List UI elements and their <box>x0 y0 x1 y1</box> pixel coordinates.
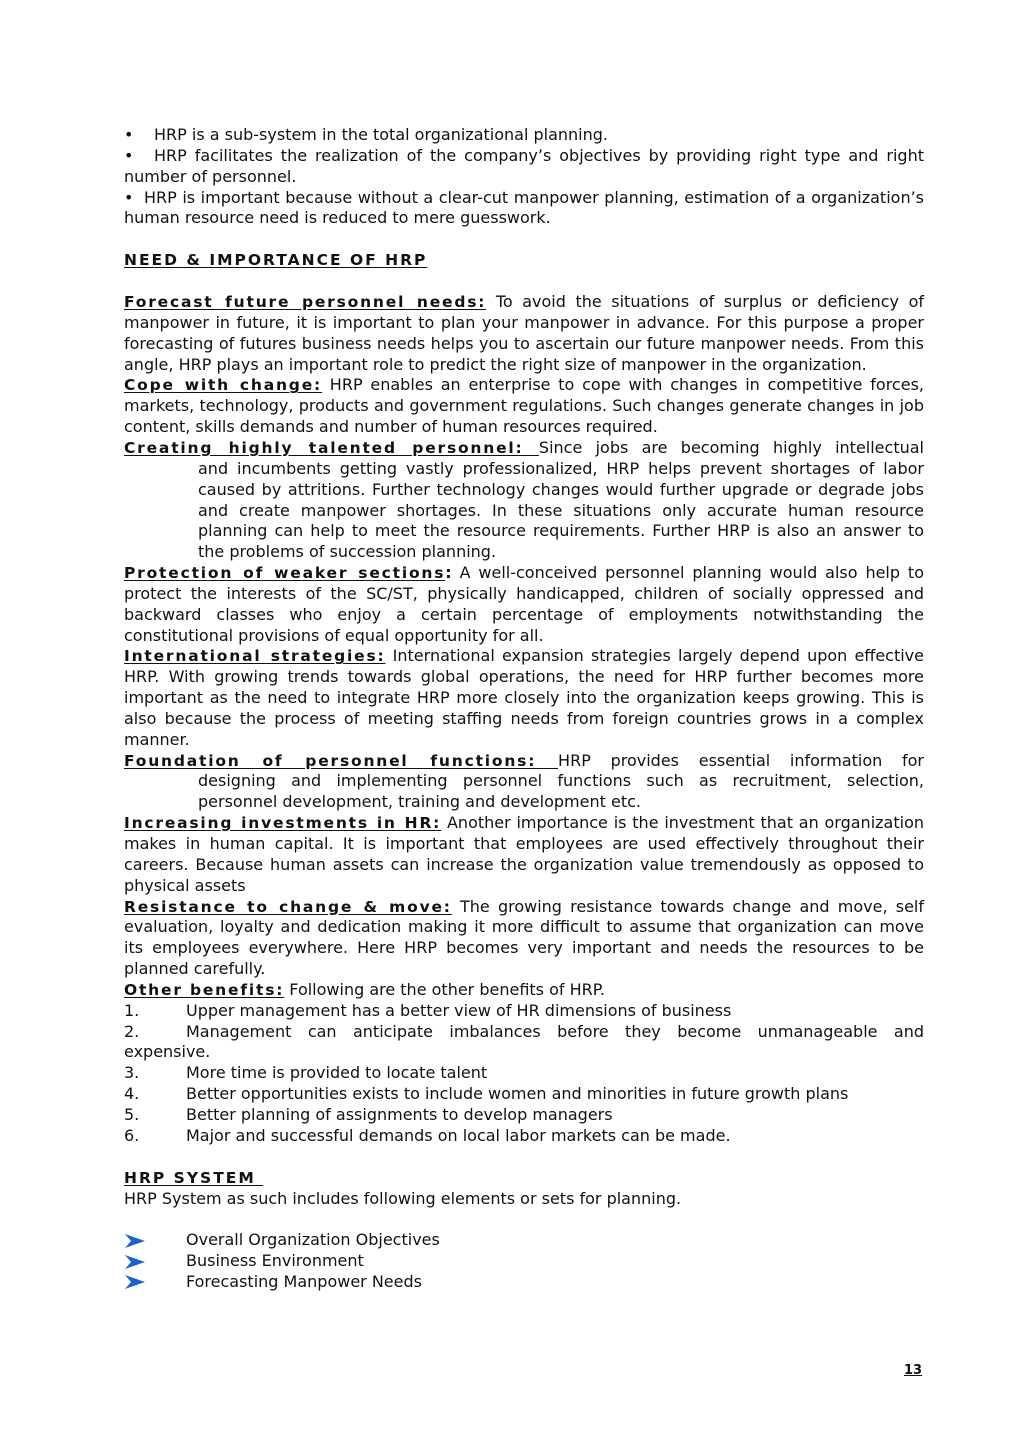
page-number: 13 <box>904 1363 923 1378</box>
system-intro: HRP System as such includes following elements or sets for planning. <box>124 1188 682 1208</box>
term-forecast: Forecast future personnel needs: <box>124 293 487 312</box>
para-investments: Increasing investments in HR: Another importance is the investment that an organization makes in human capital. It is important that employees are used effectively throughout their careers. Because human assets can increase the organization value tremendously as opposed to physical assets <box>124 813 924 895</box>
bullet-icon: • <box>124 145 134 165</box>
para-forecast: Forecast future personnel needs: To avoid the situations of surplus or deficiency of manpower in future, it is important to plan your manpower in advance. For this purpose a proper forecasting of futures business needs helps you to ascertain our future manpower needs. From this angle, HRP plays an important role to predict the right size of manpower in the organization. <box>124 292 924 374</box>
para-other: Other benefits: Following are the other benefits of HRP. <box>124 979 605 999</box>
para-foundation-rest: designing and implementing personnel functions such as recruitment, selection, personnel development, training and development etc. <box>198 771 924 812</box>
term-resistance: Resistance to change & move: <box>124 897 452 916</box>
system-item: Business Environment <box>124 1251 924 1272</box>
bullet-icon: • <box>124 125 134 144</box>
benefit-item: 5. Better planning of assignments to develop managers <box>124 1104 613 1124</box>
arrow-bullet-icon <box>124 1233 186 1249</box>
intro-bullet-3: • HRP is important because without a clear-cut manpower planning, estimation of a organization’s human resource need is reduced to mere guesswork. <box>124 187 924 228</box>
document-page <box>124 125 924 1293</box>
benefit-item: 1. Upper management has a better view of HR dimensions of business <box>124 1000 732 1020</box>
section-heading-need: NEED & IMPORTANCE OF HRP <box>124 251 428 270</box>
term-international: International strategies: <box>124 647 386 666</box>
section-heading-system: HRP SYSTEM <box>124 1168 264 1187</box>
benefit-item: 4. Better opportunities exists to include women and minorities in future growth plans <box>124 1084 849 1104</box>
term-investments: Increasing investments in HR: <box>124 814 442 833</box>
para-cope: Cope with change: HRP enables an enterprise to cope with changes in competitive forces, markets, technology, products and government regulations. Such changes generate changes in job content, skills demands and number of human resources required. <box>124 375 924 437</box>
term-weaker: Protection of weaker sections <box>124 564 446 583</box>
term-other: Other benefits: <box>124 980 285 999</box>
para-talent-first: Creating highly talented personnel: Since jobs are becoming highly intellectual <box>124 437 924 457</box>
system-item: Overall Organization Objectives <box>124 1230 924 1251</box>
term-foundation: Foundation of personnel functions: <box>124 751 559 770</box>
intro-bullet-1: • HRP is a sub-system in the total organizational planning. <box>124 125 608 144</box>
bullet-icon: • <box>124 187 134 207</box>
term-cope: Cope with change: <box>124 376 323 395</box>
para-foundation-first: Foundation of personnel functions: HRP provides essential information for <box>124 750 924 770</box>
benefit-item: 3. More time is provided to locate talent <box>124 1063 488 1083</box>
benefit-item: 6. Major and successful demands on local labor markets can be made. <box>124 1125 731 1145</box>
benefit-item: 2. Management can anticipate imbalances before they become unmanageable and expensive. <box>124 1021 924 1062</box>
term-talent: Creating highly talented personnel: <box>124 438 539 457</box>
arrow-bullet-icon <box>124 1274 186 1290</box>
intro-bullet-2: • HRP facilitates the realization of the company’s objectives by providing right type and right number of personnel. <box>124 145 924 186</box>
system-item: Forecasting Manpower Needs <box>124 1272 924 1293</box>
para-international: International strategies: International expansion strategies largely depend upon effective HRP. With growing trends towards global operations, the need for HRP further becomes more important as the need to integrate HRP more closely into the organization keeps growing. This is also because the process of meeting staffing needs from foreign countries grows in a complex manner. <box>124 646 924 749</box>
para-resistance: Resistance to change & move: The growing resistance towards change and move, self evaluation, loyalty and dedication making it more difficult to assume that organization can move its employees everywhere. Here HRP becomes very important and needs the resources to be planned carefully. <box>124 896 924 979</box>
para-talent-rest: and incumbents getting vastly professionalized, HRP helps prevent shortages of labor caused by attritions. Further technology changes would further upgrade or degrade jobs and create manpower shortages. In these situations only accurate human resource planning can help to meet the resource requirements. Further HRP is also an answer to the problems of succession planning. <box>198 458 924 562</box>
para-weaker: Protection of weaker sections: A well-conceived personnel planning would also help to protect the interests of the SC/ST, physically handicapped, children of socially oppressed and backward classes who enjoy a certain percentage of employments notwithstanding the constitutional provisions of equal opportunity for all. <box>124 563 924 645</box>
arrow-bullet-icon <box>124 1254 186 1270</box>
